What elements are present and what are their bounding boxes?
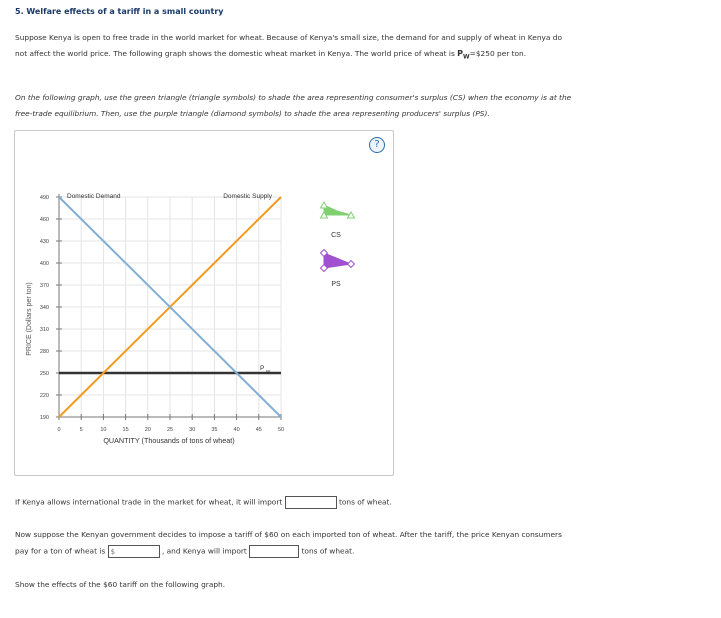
y-tick-label: 430	[39, 239, 49, 245]
cs-label: CS	[331, 232, 341, 239]
cs-triangle-tool[interactable]	[321, 202, 355, 218]
x-tick-label: 45	[255, 427, 262, 433]
cs-triangle-icon	[324, 205, 351, 215]
ps-vertex-diamond-3	[348, 261, 355, 268]
y-tick-label: 340	[39, 305, 49, 311]
question-2-unit: tons of wheat.	[301, 546, 355, 556]
x-tick-label: 35	[211, 427, 218, 433]
x-axis-label: QUANTITY (Thousands of tons of wheat)	[103, 436, 235, 445]
x-tick-label: 10	[100, 427, 107, 433]
world-price-label: P	[260, 365, 265, 372]
world-price-subscript: W	[463, 53, 470, 61]
x-tick-label: 50	[277, 427, 285, 433]
cs-vertex-triangle-1	[321, 202, 328, 208]
question-1-unit: tons of wheat.	[338, 497, 392, 507]
y-tick-label: 400	[39, 261, 49, 267]
x-tick-label: 15	[122, 427, 129, 433]
y-tick-label: 370	[39, 283, 49, 289]
x-tick-label: 25	[166, 427, 174, 433]
ps-triangle-icon	[324, 253, 351, 268]
tariff-import-quantity-input[interactable]	[249, 545, 299, 558]
y-tick-label: 280	[39, 349, 49, 355]
intro-line-2a: not affect the world price. The following graph shows the domestic wheat market in Kenya. The world price of wheat is	[15, 49, 458, 58]
world-price-symbol: P	[457, 49, 464, 58]
question-title: 5. Welfare effects of a tariff in a small country	[15, 7, 224, 16]
question-3-text: Show the effects of the $60 tariff on the following graph.	[15, 580, 226, 589]
intro-line-2b: =$250 per ton.	[469, 49, 527, 58]
question-2-text-a: pay for a ton of wheat is	[15, 546, 106, 556]
tariff-price-input[interactable]	[108, 545, 160, 558]
y-tick-label: 460	[39, 217, 49, 223]
supply-label: Domestic Supply	[223, 193, 272, 200]
question-1	[15, 496, 392, 509]
y-axis-label: PRICE (Dollars per ton)	[26, 282, 33, 356]
y-tick-label: 190	[39, 415, 49, 421]
y-tick-label: 490	[39, 195, 49, 201]
question-2-text-b: , and Kenya will import	[161, 546, 247, 556]
question-2-line-2	[15, 545, 562, 558]
ps-label: PS	[331, 281, 341, 288]
question-1-text: If Kenya allows international trade in the market for wheat, it will import	[15, 497, 283, 507]
question-2-line-1: Now suppose the Kenyan government decides to impose a tariff of $60 on each imported ton of wheat. After the tariff, the price Kenyan consumers	[15, 530, 562, 539]
y-tick-label: 310	[39, 327, 49, 333]
x-tick-label: 0	[57, 427, 61, 433]
ps-triangle-tool[interactable]	[321, 250, 355, 272]
y-tick-label: 250	[39, 371, 49, 377]
import-quantity-input[interactable]	[285, 496, 337, 509]
instructions-line-2: free-trade equilibrium. Then, use the purple triangle (diamond symbols) to shade the area representing producers' surplus (PS).	[15, 109, 490, 118]
x-tick-label: 40	[233, 427, 240, 433]
x-tick-label: 20	[144, 427, 151, 433]
question-2	[15, 530, 562, 558]
x-tick-label: 5	[79, 427, 83, 433]
x-tick-label: 30	[189, 427, 196, 433]
instructions-line-1: On the following graph, use the green triangle (triangle symbols) to shade the area representing consumer's surplus (CS) when the economy is at the	[15, 93, 572, 102]
intro-line-1: Suppose Kenya is open to free trade in the world market for wheat. Because of Kenya's small size, the demand for and supply of wheat in Kenya do	[15, 33, 562, 42]
y-tick-label: 220	[39, 393, 49, 399]
help-icon: ?	[374, 139, 380, 150]
world-price-label-subscript: W	[266, 369, 271, 374]
demand-label: Domestic Demand	[67, 193, 121, 200]
